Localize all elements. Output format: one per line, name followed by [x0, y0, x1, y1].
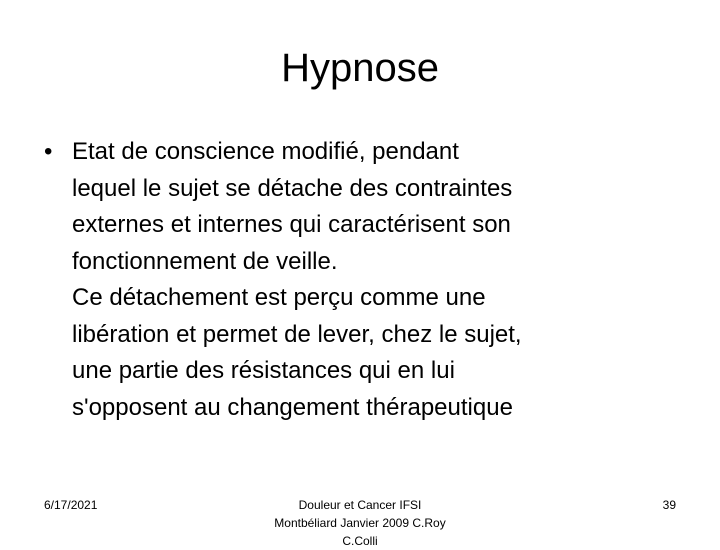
footer-line: Montbéliard Janvier 2009 C.Roy	[274, 516, 446, 530]
bullet-item	[44, 134, 704, 426]
slide-title: Hypnose	[281, 46, 439, 90]
footer-center-text	[210, 496, 510, 550]
bullet-line: Ce détachement est perçu comme une	[72, 284, 486, 311]
footer-date: 6/17/2021	[44, 498, 98, 512]
bullet-line: fonctionnement de veille.	[72, 247, 338, 275]
page-number: 39	[662, 498, 676, 512]
bullet-line: libération et permet de lever, chez le sujet,	[72, 320, 522, 348]
footer-line: C.Colli	[342, 534, 378, 548]
footer-line: Douleur et Cancer IFSI	[298, 498, 422, 512]
bullet-line: Etat de conscience modifié, pendant	[72, 138, 459, 165]
bullet-line: externes et internes qui caractérisent son	[72, 211, 511, 238]
bullet-list	[44, 134, 704, 426]
bullet-dot-icon: •	[44, 138, 53, 165]
bullet-line: une partie des résistances qui en lui	[72, 357, 455, 384]
bullet-line: s'opposent au changement thérapeutique	[72, 393, 513, 421]
bullet-line: lequel le sujet se détache des contraintes	[72, 174, 513, 202]
